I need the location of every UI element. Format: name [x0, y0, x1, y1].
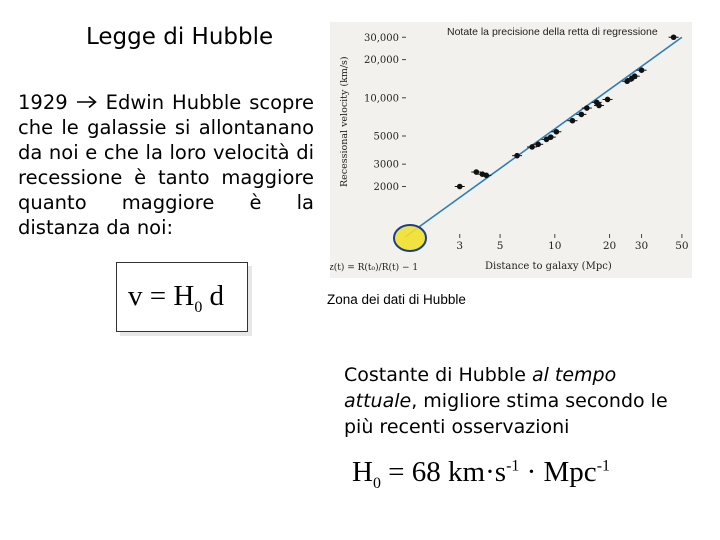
slide-title: Legge di Hubble	[86, 24, 274, 50]
x-tick-label: 50	[675, 240, 689, 252]
x-tick-label: 20	[602, 240, 617, 252]
data-point	[514, 153, 520, 159]
regression-line	[405, 37, 682, 237]
data-point	[605, 97, 611, 103]
x-tick-label: 10	[548, 240, 562, 252]
y-tick-label: 2000	[373, 182, 399, 194]
data-point	[554, 129, 560, 135]
x-axis-label: Distance to galaxy (Mpc)	[485, 261, 612, 272]
data-point	[535, 142, 541, 148]
x-tick-label: 3	[456, 240, 464, 252]
right-arrow-icon	[76, 90, 98, 115]
intro-paragraph	[18, 90, 314, 240]
chart-caption: Zona dei dati di Hubble	[327, 292, 466, 307]
data-point	[529, 144, 535, 150]
data-point	[596, 103, 602, 109]
data-point	[579, 112, 585, 118]
data-point	[584, 105, 590, 111]
intro-text: Edwin Hubble scopre che le galassie si allontanano da noi e che la loro velocità di recessione è tanto maggiore quanto maggiore è la distanza da noi:	[18, 91, 315, 239]
hubble-constant-formula: $H_0 = 68$ $km\cdot s^{-1} \cdot Mpc^{-1}$	[352, 456, 610, 492]
redshift-formula: z(t) = R(t₀)/R(t) − 1	[330, 263, 419, 273]
data-point	[570, 118, 576, 124]
y-tick-label: 30,000	[364, 32, 399, 44]
hubble-constant-description: Costante di Hubble al tempo attuale, migliore stima secondo le più recenti osservazioni	[344, 364, 668, 438]
data-point	[484, 173, 490, 179]
data-point	[457, 184, 463, 190]
x-tick-label: 5	[496, 240, 504, 252]
y-tick-label: 20,000	[364, 55, 399, 67]
data-point	[548, 134, 554, 140]
hubble-data-zone-highlight	[394, 225, 426, 251]
hubble-chart	[330, 22, 692, 278]
y-tick-label: 10,000	[364, 93, 399, 105]
hubble-chart-svg	[330, 22, 692, 278]
y-axis-label: Recessional velocity (km/s)	[339, 56, 350, 187]
hubble-law-formula: $v = H_0$ d	[128, 280, 225, 316]
y-tick-label: 5000	[373, 131, 399, 143]
y-tick-label: 3000	[373, 159, 399, 171]
intro-year: 1929	[18, 91, 68, 114]
x-tick-label: 30	[634, 240, 649, 252]
data-point	[639, 67, 645, 73]
chart-note: Notate la precisione della retta di regressione	[447, 26, 658, 38]
data-point	[671, 34, 677, 40]
data-point	[632, 73, 638, 79]
